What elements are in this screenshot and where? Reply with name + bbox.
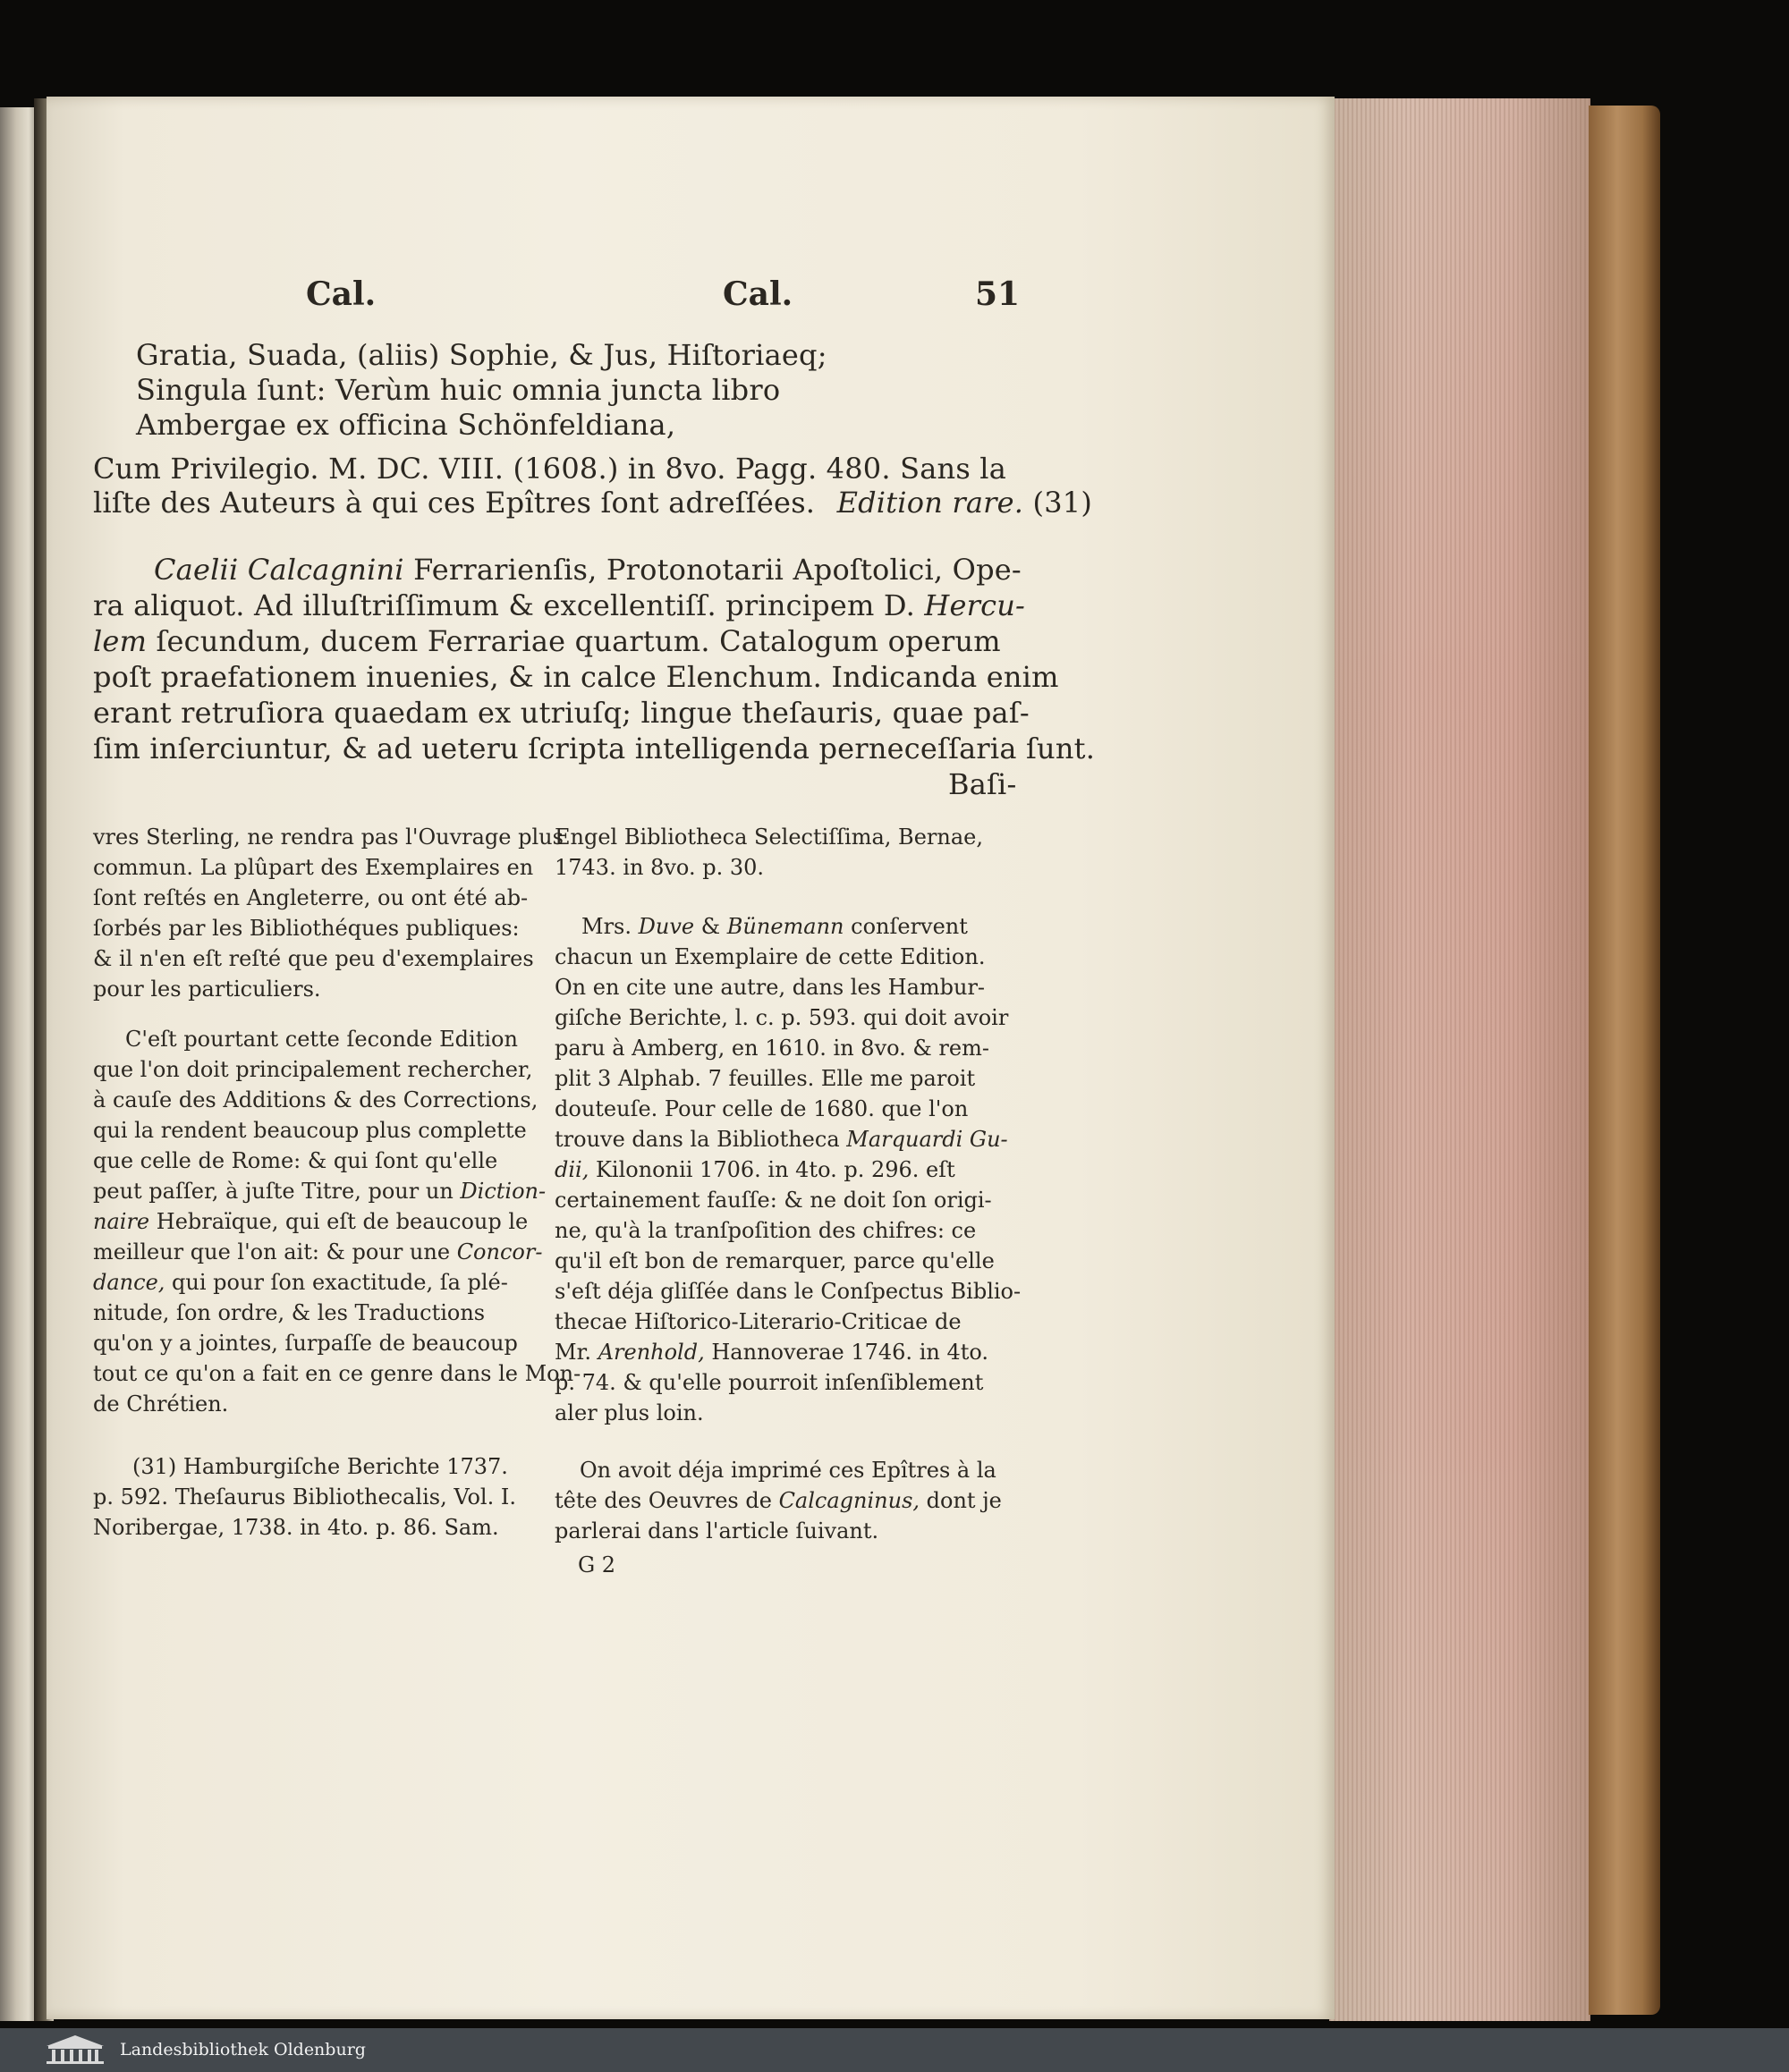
right-col-line: ne, qu'à la tranſpoſition des chifres: ce bbox=[555, 1218, 977, 1243]
footnote-line: Noribergae, 1738. in 4to. p. 86. Sam. bbox=[93, 1515, 499, 1540]
text-span: liſte des Auteurs à qui ces Epîtres ſont adreſſées. bbox=[93, 486, 816, 520]
running-header-center: Cal. bbox=[723, 275, 793, 313]
verse-line: Singula ſunt: Verùm huic omnia juncta libro bbox=[136, 373, 781, 407]
right-col-line: giſche Berichte, l. c. p. 593. qui doit avoir bbox=[555, 1005, 1009, 1030]
footnote-line: (31) Hamburgiſche Berichte 1737. bbox=[132, 1454, 508, 1479]
italic-span: Duve bbox=[638, 914, 695, 939]
text-span: conſervent bbox=[851, 914, 968, 939]
right-col-line: douteuſe. Pour celle de 1680. que l'on bbox=[555, 1096, 969, 1121]
italic-span: Bünemann bbox=[726, 914, 844, 939]
italic-span: naire bbox=[93, 1209, 150, 1234]
left-col-line: que celle de Rome: & qui ſont qu'elle bbox=[93, 1148, 498, 1173]
left-col-line: ſont reſtés en Angleterre, ou ont été ab- bbox=[93, 885, 529, 910]
italic-span: lem bbox=[93, 624, 148, 658]
left-col-line: qu'on y a jointes, ſurpaſſe de beaucoup bbox=[93, 1331, 518, 1356]
left-col-line bbox=[93, 1209, 528, 1234]
left-col-line: qui la rendent beaucoup plus complette bbox=[93, 1118, 527, 1143]
right-col-line bbox=[555, 1157, 955, 1182]
right-col-line: chacun un Exemplaire de cette Edition. bbox=[555, 944, 986, 969]
entry-line bbox=[93, 588, 1025, 622]
imprint-line: Cum Privilegio. M. DC. VIII. (1608.) in 8vo. Pagg. 480. Sans la bbox=[93, 452, 1007, 486]
footer-bar bbox=[0, 2028, 1789, 2072]
italic-span: Calcagninus, bbox=[778, 1488, 920, 1513]
book-cover-edge bbox=[1589, 106, 1660, 2015]
italic-span: Marquardi Gu- bbox=[846, 1127, 1008, 1152]
text-span: Hannoverae 1746. in 4to. bbox=[711, 1340, 989, 1365]
text-span: Mrs. bbox=[581, 914, 632, 939]
verse-line: Ambergae ex officina Schönfeldiana, bbox=[136, 408, 676, 442]
page-number: 51 bbox=[975, 275, 1021, 313]
right-col-line: On avoit déja imprimé ces Epîtres à la bbox=[580, 1458, 996, 1483]
right-col-line bbox=[581, 914, 968, 939]
italic-span: Concor- bbox=[456, 1239, 543, 1264]
text-span: Hebraïque, qui eſt de beaucoup le bbox=[156, 1209, 529, 1234]
right-col-line: aler plus loin. bbox=[555, 1400, 704, 1425]
text-span: ra aliquot. Ad illuſtriſſimum & excellentiſſ. principem D. bbox=[93, 588, 916, 622]
right-col-line bbox=[555, 1340, 988, 1365]
text-span: meilleur que l'on ait: & pour une bbox=[93, 1239, 451, 1264]
italic-span: Edition rare. bbox=[836, 486, 1024, 520]
text-span: peut paſſer, à juſte Titre, pour un bbox=[93, 1179, 454, 1204]
entry-line: ſim inſerciuntur, & ad ueteru ſcripta intelligenda perneceſſaria ſunt. bbox=[93, 732, 1096, 765]
text-span: & bbox=[700, 914, 721, 939]
left-col-line: vres Sterling, ne rendra pas l'Ouvrage plus bbox=[93, 825, 564, 850]
left-col-line: que l'on doit principalement rechercher, bbox=[93, 1057, 533, 1082]
entry-line: poſt praefationem inuenies, & in calce Elenchum. Indicanda enim bbox=[93, 660, 1059, 694]
right-col-line: 1743. in 8vo. p. 30. bbox=[555, 855, 764, 880]
italic-span: Hercu- bbox=[924, 588, 1026, 622]
right-col-line: qu'il eſt bon de remarquer, parce qu'elle bbox=[555, 1248, 995, 1273]
left-col-line: ſorbés par les Bibliothéques publiques: bbox=[93, 916, 520, 941]
institution-name: Landesbibliothek Oldenburg bbox=[120, 2040, 366, 2059]
author-name: Caelii Calcagnini bbox=[154, 553, 404, 587]
text-span: ſecundum, ducem Ferrariae quartum. Catalogum operum bbox=[156, 624, 1001, 658]
page-fore-edge bbox=[1329, 98, 1590, 2021]
entry-line bbox=[93, 624, 1001, 658]
left-col-line: & il n'en eſt reſté que peu d'exemplaires bbox=[93, 946, 534, 971]
text-span: Mr. bbox=[555, 1340, 592, 1365]
text-span: Ferrarienſis, Protonotarii Apoſtolici, Ope- bbox=[413, 553, 1022, 587]
left-col-line bbox=[93, 1179, 546, 1204]
right-col-line: p. 74. & qu'elle pourroit inſenſiblement bbox=[555, 1370, 984, 1395]
running-header-left: Cal. bbox=[306, 275, 377, 313]
right-col-line: certainement fauſſe: & ne doit ſon origi- bbox=[555, 1188, 992, 1213]
left-col-line: commun. La plûpart des Exemplaires en bbox=[93, 855, 534, 880]
left-col-line: C'eſt pourtant cette ſeconde Edition bbox=[125, 1027, 518, 1052]
entry-line: erant retruſiora quaedam ex utriuſq; lingue theſauris, quae paſ- bbox=[93, 696, 1030, 730]
text-span: Kilononii 1706. in 4to. p. 296. eſt bbox=[595, 1157, 955, 1182]
right-col-line bbox=[555, 1488, 1002, 1513]
left-col-line bbox=[93, 1270, 508, 1295]
left-page-edge bbox=[0, 107, 36, 2021]
left-col-line: nitude, ſon ordre, & les Traductions bbox=[93, 1300, 486, 1325]
library-building-icon bbox=[43, 2034, 107, 2066]
right-col-line: thecae Hiſtorico-Literario-Criticae de bbox=[555, 1309, 962, 1334]
left-col-line bbox=[93, 1239, 542, 1264]
left-col-line: de Chrétien. bbox=[93, 1391, 229, 1417]
footnote-ref: (31) bbox=[1032, 486, 1093, 520]
right-col-line: parlerai dans l'article ſuivant. bbox=[555, 1518, 879, 1543]
imprint-line bbox=[93, 486, 1092, 520]
text-span: trouve dans la Bibliotheca bbox=[555, 1127, 840, 1152]
footnote-line: p. 592. Theſaurus Bibliothecalis, Vol. I. bbox=[93, 1484, 516, 1510]
right-col-line: paru à Amberg, en 1610. in 8vo. & rem- bbox=[555, 1036, 989, 1061]
verse-line: Gratia, Suada, (aliis) Sophie, & Jus, Hiſtoriaeq; bbox=[136, 338, 827, 372]
text-span: dont je bbox=[926, 1488, 1002, 1513]
text-span: tête des Oeuvres de bbox=[555, 1488, 772, 1513]
left-col-line: pour les particuliers. bbox=[93, 977, 321, 1002]
text-span: qui pour ſon exactitude, ſa plé- bbox=[172, 1270, 508, 1295]
italic-span: dii, bbox=[555, 1157, 589, 1182]
right-col-line: Engel Bibliotheca Selectiſſima, Bernae, bbox=[555, 825, 983, 850]
left-col-line: tout ce qu'on a fait en ce genre dans le Mon- bbox=[93, 1361, 581, 1386]
italic-span: Arenhold, bbox=[598, 1340, 705, 1365]
left-col-line: à cauſe des Additions & des Corrections, bbox=[93, 1087, 538, 1112]
right-col-line: plit 3 Alphab. 7 feuilles. Elle me paroit bbox=[555, 1066, 976, 1091]
catchword: Baſi- bbox=[948, 767, 1017, 801]
right-col-line bbox=[555, 1127, 1008, 1152]
entry-line bbox=[154, 553, 1022, 587]
right-col-line: s'eſt déja gliſſée dans le Conſpectus Biblio- bbox=[555, 1279, 1022, 1304]
italic-span: Diction- bbox=[460, 1179, 547, 1204]
signature-mark: G 2 bbox=[578, 1552, 616, 1577]
right-col-line: On en cite une autre, dans les Hambur- bbox=[555, 975, 986, 1000]
italic-span: dance, bbox=[93, 1270, 165, 1295]
